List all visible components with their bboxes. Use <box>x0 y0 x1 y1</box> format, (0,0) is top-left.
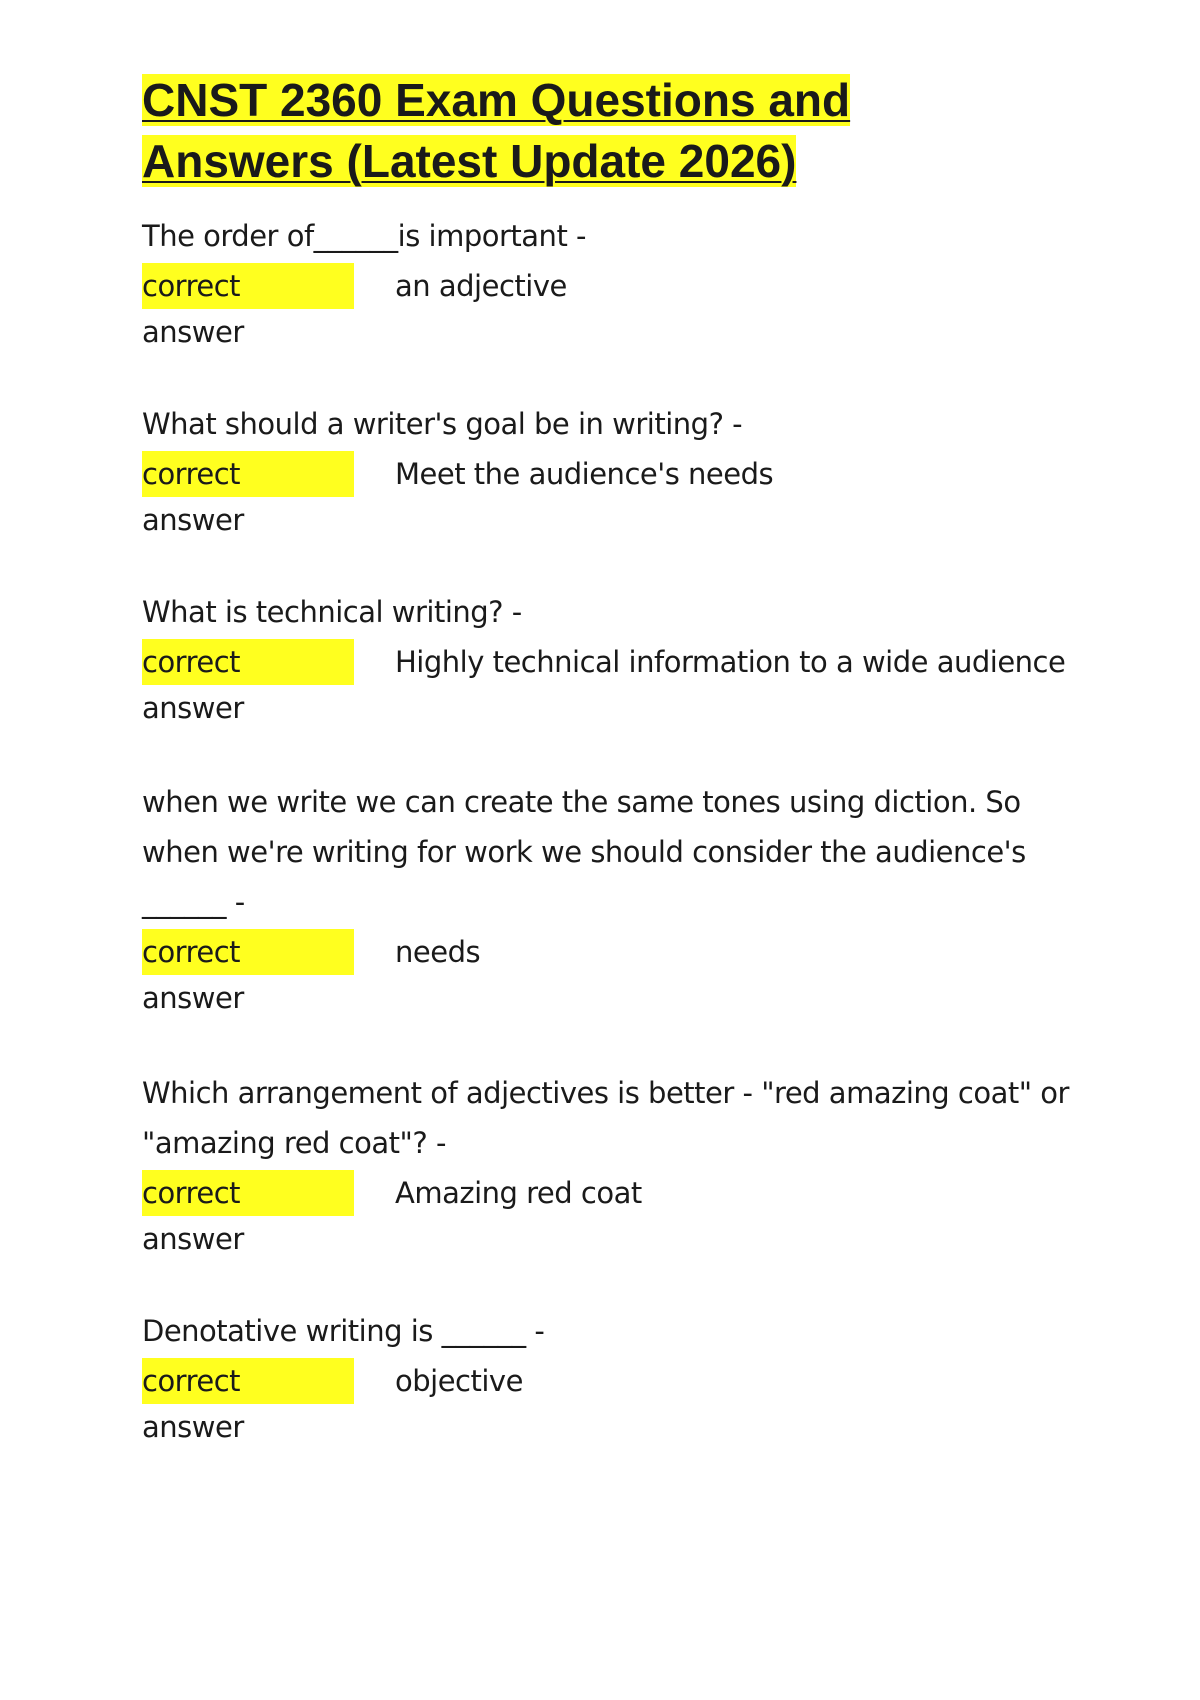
qa-item-3 <box>142 587 1072 725</box>
question-text: The order of______is important - <box>142 219 586 253</box>
correct-answer-label: correct answer <box>142 929 354 975</box>
qa-item-5 <box>142 1068 1072 1256</box>
correct-answer-label: correct answer <box>142 1358 354 1404</box>
title-line-2: Answers (Latest Update 2026) <box>142 135 797 187</box>
answer-row <box>142 637 1072 725</box>
question-text-line-3: ______ - <box>142 885 245 919</box>
correct-answer-label: correct answer <box>142 639 354 685</box>
answer-text: objective <box>395 1364 523 1398</box>
question-text: What should a writer's goal be in writing? - <box>142 407 743 441</box>
question-text-line-1: when we write we can create the same tones using diction. So <box>142 785 1021 819</box>
correct-answer-label: correct answer <box>142 1170 354 1216</box>
correct-answer-label: correct answer <box>142 451 354 497</box>
answer-text: Amazing red coat <box>395 1176 642 1210</box>
qa-item-2 <box>142 399 1072 537</box>
answer-row <box>142 449 1072 537</box>
correct-answer-label: correct answer <box>142 263 354 309</box>
answer-text: needs <box>395 935 481 969</box>
qa-item-4 <box>142 777 1072 1015</box>
qa-item-6 <box>142 1306 1072 1444</box>
answer-row <box>142 1356 1072 1444</box>
qa-item-1 <box>142 211 1072 349</box>
document-page <box>142 70 1072 192</box>
title-line-1: CNST 2360 Exam Questions and <box>142 74 851 126</box>
question-text: Denotative writing is ______ - <box>142 1314 545 1348</box>
question-text: What is technical writing? - <box>142 595 522 629</box>
question-text-line-2: when we're writing for work we should consider the audience's <box>142 835 1026 869</box>
answer-row <box>142 927 1072 1015</box>
answer-text: an adjective <box>395 269 567 303</box>
document-title <box>142 70 1072 192</box>
answer-row <box>142 1168 1072 1256</box>
answer-text: Highly technical information to a wide audience <box>395 645 1066 679</box>
question-text-line-1: Which arrangement of adjectives is better - "red amazing coat" or <box>142 1076 1069 1110</box>
answer-row <box>142 261 1072 349</box>
question-text-line-2: "amazing red coat"? - <box>142 1126 446 1160</box>
answer-text: Meet the audience's needs <box>395 457 774 491</box>
